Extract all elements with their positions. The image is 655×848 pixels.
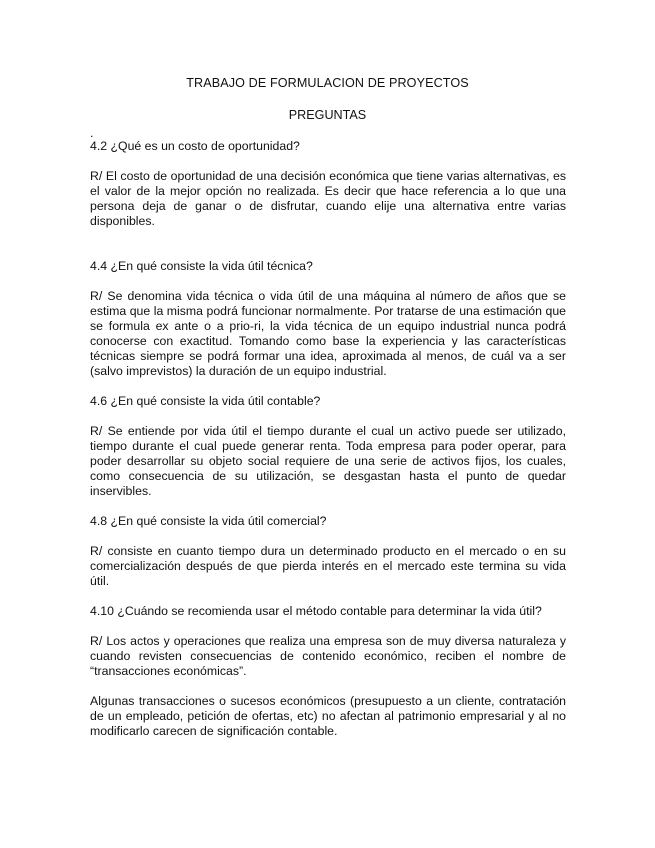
spacer — [90, 529, 566, 544]
spacer — [90, 229, 566, 259]
answer-4-4: R/ Se denomina vida técnica o vida útil de una máquina al número de años que se estima que la misma podrá funcionar normalmente. Por tratarse de una estimación que se formula ex ante o a prio-ri, la vida técnica de un equipo industrial nunca podrá conocerse con exactitud. Tomando como base la experiencia y las características técnicas siempre se podrá formar una idea, aproximada al menos, de cuál va a ser (salvo imprevistos) la duración de un equipo industrial. — [90, 289, 566, 378]
spacer — [90, 619, 566, 634]
answer-4-2: R/ El costo de oportunidad de una decisión económica que tiene varias alternativas, es el valor de la mejor opción no realizada. Es decir que hace referencia a lo que una persona deja de ganar o de disfrutar, cuando elije una alternativa entre varias disponibles. — [90, 169, 566, 228]
spacer — [90, 679, 566, 694]
question-4-6: 4.6 ¿En qué consiste la vida útil contable? — [90, 394, 321, 408]
spacer — [90, 589, 566, 604]
question-4-8: 4.8 ¿En qué consiste la vida útil comercial? — [90, 514, 327, 528]
spacer — [90, 154, 566, 169]
question-4-10: 4.10 ¿Cuándo se recomienda usar el método contable para determinar la vida útil? — [90, 604, 542, 618]
answer-4-10-part-2: Algunas transacciones o sucesos económicos (presupuesto a un cliente, contratación de un empleado, petición de ofertas, etc) no afectan al patrimonio empresarial y al no modificarlo carecen de significación contable. — [90, 694, 566, 738]
answer-4-6: R/ Se entiende por vida útil el tiempo durante el cual un activo puede ser utilizado, tiempo durante el cual puede generar renta. Toda empresa para poder operar, para poder desarrollar su objeto social requiere de una serie de activos fijos, los cuales, como consecuencia de su utilización, se desgastan hasta el punto de quedar inservibles. — [90, 424, 566, 498]
question-4-4: 4.4 ¿En qué consiste la vida útil técnica? — [90, 259, 313, 273]
spacer — [90, 379, 566, 394]
answer-4-10-part-1: R/ Los actos y operaciones que realiza una empresa son de muy diversa naturaleza y cuando revisten consecuencias de contenido económico, reciben el nombre de “transacciones económicas”. — [90, 634, 566, 678]
spacer — [90, 409, 566, 424]
question-4-2: 4.2 ¿Qué es un costo de oportunidad? — [90, 139, 300, 153]
document-title: TRABAJO DE FORMULACION DE PROYECTOS — [186, 76, 469, 90]
spacer — [90, 499, 566, 514]
document-body — [90, 128, 566, 739]
document-subtitle: PREGUNTAS — [288, 108, 367, 122]
answer-4-8: R/ consiste en cuanto tiempo dura un determinado producto en el mercado o en su comercialización después de que pierda interés en el mercado este termina su vida útil. — [90, 544, 566, 588]
spacer — [90, 274, 566, 289]
stray-dot: . — [90, 126, 94, 140]
